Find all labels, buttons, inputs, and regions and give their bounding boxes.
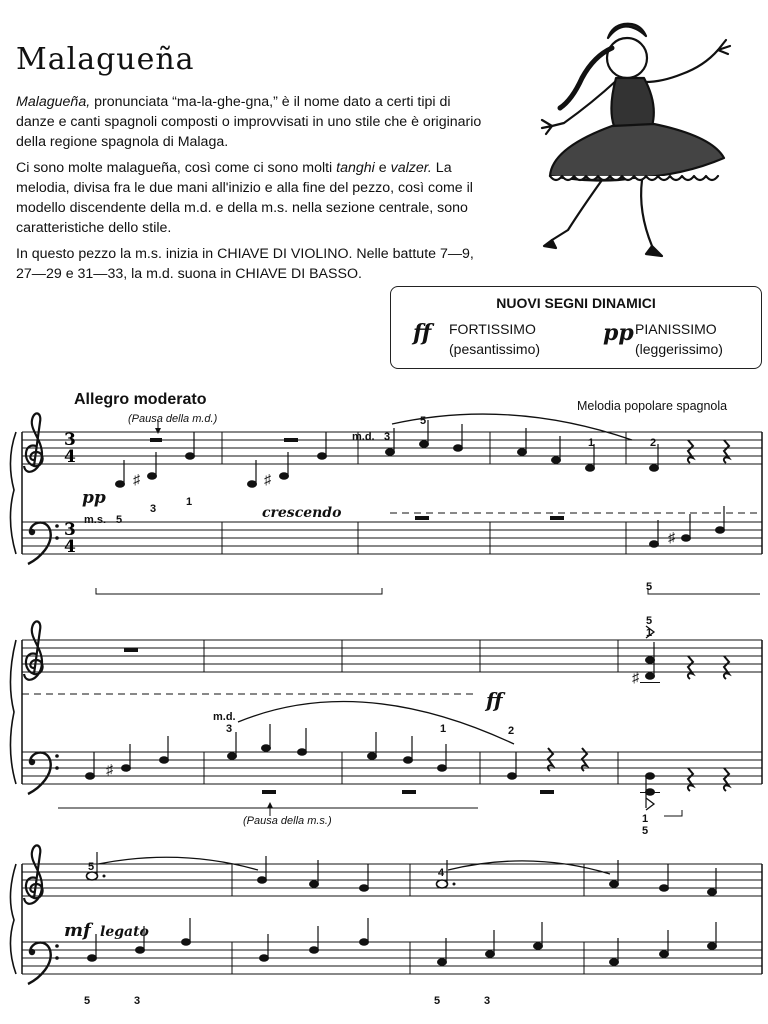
system-2 xyxy=(10,621,762,816)
page-title: Malagueña xyxy=(16,42,195,77)
svg-text:4: 4 xyxy=(438,867,445,879)
fingering-numbers xyxy=(84,415,656,1007)
tempo-marking: Allegro moderato xyxy=(74,391,207,408)
svg-text:4: 4 xyxy=(64,447,76,467)
svg-text:1: 1 xyxy=(588,437,595,449)
svg-text:♯: ♯ xyxy=(106,761,113,777)
svg-text:2: 2 xyxy=(650,437,657,449)
svg-text:1: 1 xyxy=(642,813,649,825)
legato-marking: legato xyxy=(100,924,149,940)
svg-text:3: 3 xyxy=(226,723,233,735)
svg-text:3: 3 xyxy=(384,431,391,443)
dynamics-legend-title: NUOVI SEGNI DINAMICI xyxy=(496,295,656,311)
pausa-md-label: (Pausa della m.d.) xyxy=(128,413,218,425)
intro-paragraph-1: Malagueña, pronunciata “ma-la-ghe-gna,” è il nome dato a certi tipi di danze e canti spagnoli composti o improvvisati in uno stile che è originario della regione spagnola di Malaga. xyxy=(16,94,482,150)
svg-text:♯: ♯ xyxy=(632,669,639,685)
intro-paragraph-2: Ci sono molte malagueña, così come ci sono molti tanghi e valzer. La melodia, divisa fra le due mani all'inizio e alla fine del pezzo, così come il modello discendente della m.d. e della m.s. nella sezione centrale, sono caratteristiche dello stile. xyxy=(16,160,473,236)
svg-text:5: 5 xyxy=(646,615,653,627)
svg-text:1: 1 xyxy=(186,496,193,508)
svg-text:3: 3 xyxy=(150,503,157,515)
svg-text:5: 5 xyxy=(88,861,95,873)
system-3 xyxy=(10,845,762,984)
svg-text:m.d.: m.d. xyxy=(352,431,375,443)
crescendo-marking: crescendo xyxy=(262,505,342,521)
pp-name: PIANISSIMO xyxy=(635,321,717,337)
svg-text:3: 3 xyxy=(484,995,491,1007)
pp-symbol: pp xyxy=(603,320,634,346)
svg-text:5: 5 xyxy=(84,995,91,1007)
svg-text:♯: ♯ xyxy=(264,471,271,487)
dynamic-ff: ff xyxy=(486,688,503,712)
intro-text xyxy=(16,92,486,290)
dancer-illustration xyxy=(512,8,764,270)
svg-text:3: 3 xyxy=(64,430,76,450)
svg-text:4: 4 xyxy=(64,537,76,557)
svg-text:5: 5 xyxy=(642,825,649,837)
svg-text:m.d.: m.d. xyxy=(213,711,236,723)
ff-name: FORTISSIMO xyxy=(449,321,536,337)
svg-text:1: 1 xyxy=(440,723,447,735)
svg-text:3: 3 xyxy=(64,520,76,540)
pausa-ms-label: (Pausa della m.s.) xyxy=(243,815,332,827)
source-credit: Melodia popolare spagnola xyxy=(577,399,728,413)
svg-text:♯: ♯ xyxy=(668,529,675,545)
dynamic-mf: mf xyxy=(64,920,91,941)
svg-text:m.s.: m.s. xyxy=(84,514,107,526)
svg-text:♯: ♯ xyxy=(133,471,140,487)
dynamics-legend-box xyxy=(390,286,762,369)
music-score xyxy=(0,380,768,1024)
intro-paragraph-3: In questo pezzo la m.s. inizia in CHIAVE DI VIOLINO. Nelle battute 7—9, 27—29 e 31—33, la m.d. suona in CHIAVE DI BASSO. xyxy=(16,246,474,282)
dynamic-pp: pp xyxy=(82,488,106,508)
svg-text:5: 5 xyxy=(646,581,653,593)
svg-text:5: 5 xyxy=(420,415,427,427)
ff-symbol: ff xyxy=(413,320,432,346)
pp-meaning: (leggerissimo) xyxy=(635,341,723,357)
svg-text:1: 1 xyxy=(646,627,653,639)
svg-text:5: 5 xyxy=(434,995,441,1007)
svg-text:3: 3 xyxy=(134,995,141,1007)
svg-text:5: 5 xyxy=(116,514,123,526)
svg-text:2: 2 xyxy=(508,725,515,737)
ff-meaning: (pesantissimo) xyxy=(449,341,541,357)
term-malaguena: Malagueña, xyxy=(16,94,91,110)
